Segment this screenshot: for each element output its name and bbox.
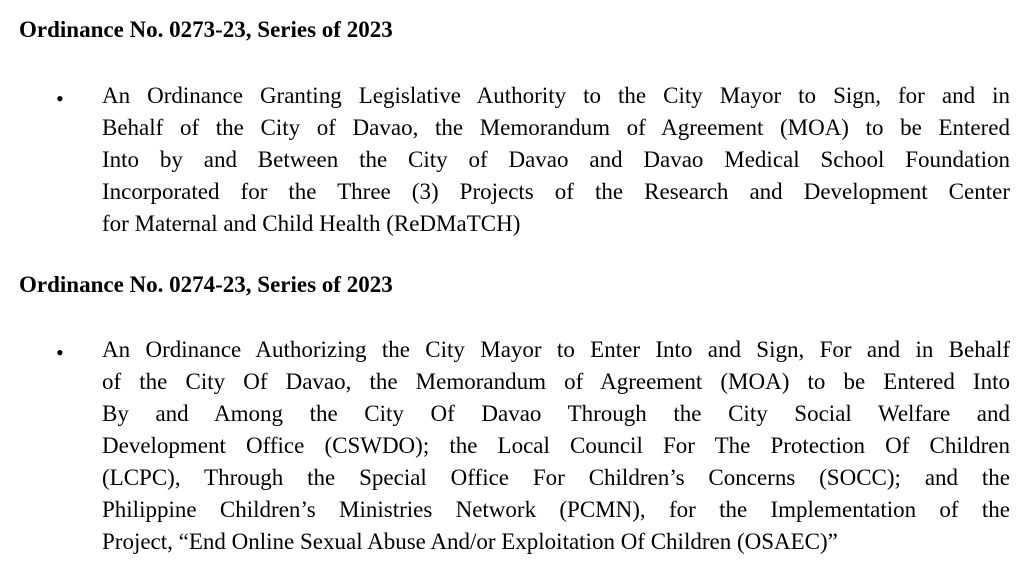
description-line: By and Among the City Of Davao Through the City Social Welfare and — [102, 401, 1010, 426]
bullet-marker: • — [56, 86, 64, 111]
description-line: Philippine Children’s Ministries Network (PCMN), for the Implementation of the — [102, 497, 1010, 522]
ordinance-title: Ordinance No. 0273-23, Series of 2023 — [19, 17, 393, 42]
description-line: Project, “End Online Sexual Abuse And/or Exploitation Of Children (OSAEC)” — [102, 529, 838, 554]
description-line: An Ordinance Granting Legislative Authority to the City Mayor to Sign, for and in — [102, 83, 1010, 108]
description-line: (LCPC), Through the Special Office For Children’s Concerns (SOCC); and the — [102, 465, 1010, 490]
description-line: of the City Of Davao, the Memorandum of Agreement (MOA) to be Entered Into — [102, 369, 1010, 394]
description-line: for Maternal and Child Health (ReDMaTCH) — [102, 211, 521, 236]
description-line: Behalf of the City of Davao, the Memorandum of Agreement (MOA) to be Entered — [102, 115, 1010, 140]
description-line: Incorporated for the Three (3) Projects of the Research and Development Center — [102, 179, 1010, 204]
description-line: Development Office (CSWDO); the Local Council For The Protection Of Children — [102, 433, 1010, 458]
description-line: Into by and Between the City of Davao and Davao Medical School Foundation — [102, 147, 1010, 172]
bullet-marker: • — [56, 340, 64, 365]
description-line: An Ordinance Authorizing the City Mayor to Enter Into and Sign, For and in Behalf — [102, 337, 1010, 362]
ordinance-description — [102, 334, 1010, 558]
ordinance-title: Ordinance No. 0274-23, Series of 2023 — [19, 272, 393, 297]
ordinance-description — [102, 80, 1010, 240]
